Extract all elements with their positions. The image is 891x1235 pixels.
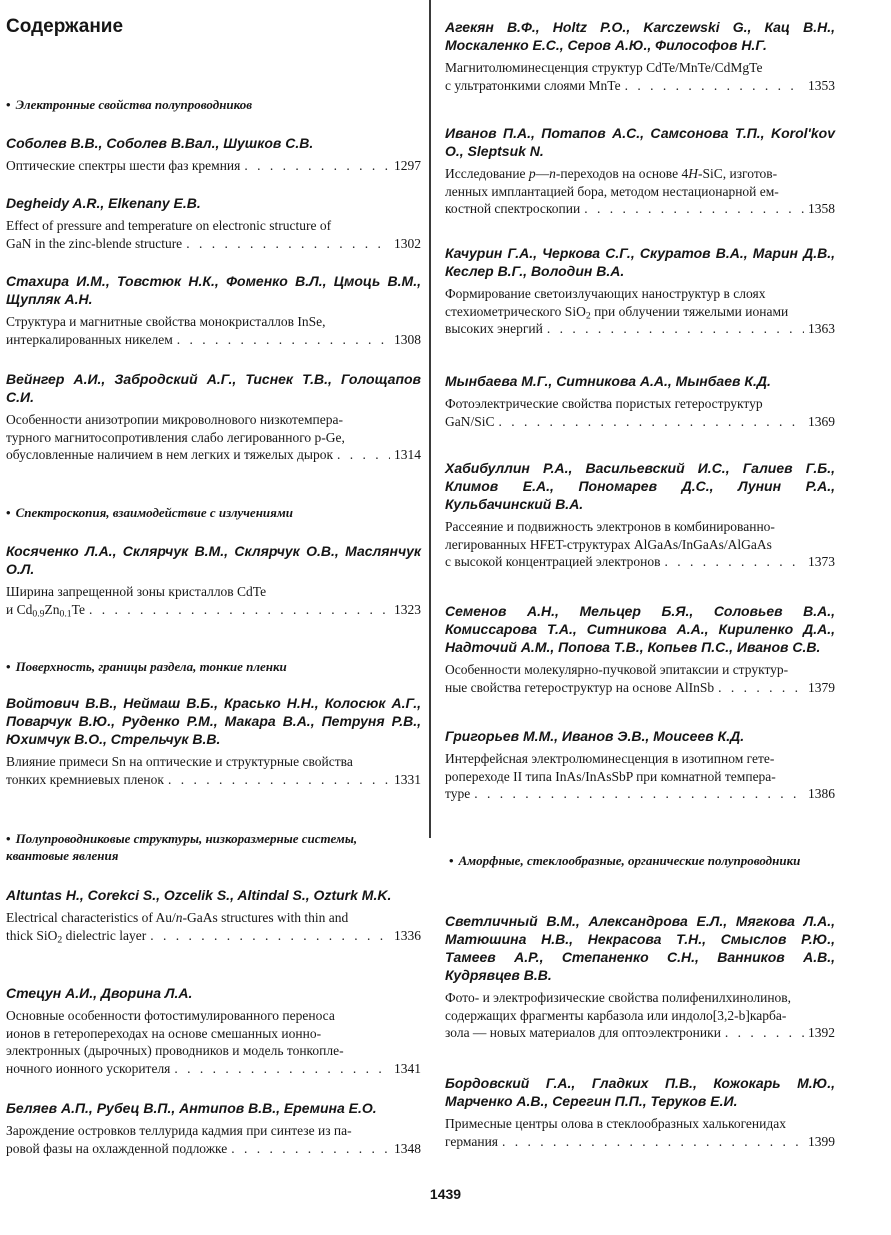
entry-authors: Светличный В.М., Александрова Е.Л., Мягкова Л.А., Матюшина Н.В., Некрасова Т.Н., Смыслов Р.Ю., Тамеев А.Р., Степаненко С.Н., Ванников А.В., Кудрявцев В.В.: [445, 913, 835, 983]
page-number: 1439: [429, 1186, 462, 1202]
entry-title: Интерфейсная электролюминесценция в изотипном гете- ропереходе II типа InAs/InAsSbP при комнатной темпера- туре . . . 1386: [445, 750, 835, 803]
entry-authors: Стецун А.И., Дворина Л.А.: [6, 985, 193, 1001]
toc-entry[interactable]: [445, 372, 835, 430]
entry-title: Зарождение островков теллурида кадмия при синтезе из па- ровой фазы на охлажденной подложке . . . 1348: [6, 1122, 421, 1157]
toc-entry[interactable]: [445, 912, 835, 1042]
entry-page: 1353: [808, 77, 835, 93]
entry-authors: Соболев В.В., Соболев В.Вал., Шушков С.В.: [6, 135, 314, 151]
entry-title: Формирование светоизлучающих наноструктур в слоях стехиометрического SiO$_2$ при облучении тяжелыми ионами высоких энергий . . . 1363: [445, 285, 835, 338]
entry-title: Особенности молекулярно-пучковой эпитаксии и структур- ные свойства гетероструктур на основе AlInSb . . . 1379: [445, 661, 835, 696]
entry-page: 1369: [808, 413, 835, 429]
entry-authors: Войтович В.В., Неймаш В.Б., Красько Н.Н., Колосюк А.Г., Поварчук В.Ю., Руденко Р.М., Макара В.А., Петруня Р.В., Юхимчук В.О., Стрельчук В.В.: [6, 695, 421, 747]
toc-entry[interactable]: [445, 244, 835, 338]
entry-page: 1358: [808, 201, 835, 216]
entry-title: Оптические спектры шести фаз кремния . . . 1297: [6, 157, 421, 175]
entry-page: 1331: [394, 771, 421, 787]
entry-page: 1308: [394, 331, 421, 347]
entry-page: 1379: [808, 679, 835, 695]
entry-page: 1341: [394, 1060, 421, 1076]
entry-authors: Altuntas H., Corekci S., Ozcelik S., Altindal S., Ozturk M.K.: [6, 887, 392, 903]
entry-page: 1348: [394, 1140, 421, 1156]
bullet-icon: •: [6, 831, 11, 846]
toc-entry[interactable]: [6, 984, 421, 1077]
toc-entry[interactable]: [445, 602, 835, 696]
entry-authors: Косяченко Л.А., Склярчук В.М., Склярчук О.В., Маслянчук О.Л.: [6, 543, 421, 577]
entry-page: 1323: [394, 601, 421, 617]
entry-title: Основные особенности фотостимулированного переноса ионов в гетеропереходах на основе смешанных ионно- электронных (дырочных) проводников и модель тонкопле- ночного ионного ускорителя . . . 1341: [6, 1007, 421, 1077]
entry-authors: Агекян В.Ф., Holtz P.O., Karczewski G., Кац В.Н., Москаленко Е.С., Серов А.Ю., Философов Н.Г.: [445, 19, 835, 53]
entry-title: Магнитолюминесценция структур CdTe/MnTe/CdMgTe с ультратонкими слоями MnTe . . . 1353: [445, 59, 835, 94]
entry-title: Фотоэлектрические свойства пористых гетероструктур GaN/SiC . . . 1369: [445, 395, 835, 430]
entry-authors: Вейнгер А.И., Забродский А.Г., Тиснек Т.В., Голощапов С.И.: [6, 371, 421, 405]
entry-page: 1314: [394, 447, 421, 462]
page-title: Содержание: [6, 16, 124, 37]
entry-page: 1302: [394, 235, 421, 251]
toc-entry[interactable]: [6, 1099, 421, 1157]
bullet-icon: •: [449, 853, 454, 868]
entry-title: Рассеяние и подвижность электронов в комбинированно- легированных HFET-структурах AlGaAs/InGaAs/AlGaAs с высокой концентрацией электронов . . . 1373: [445, 518, 835, 571]
entry-title: Effect of pressure and temperature on electronic structure of GaN in the zinc-blende structure . . . 1302: [6, 217, 421, 252]
entry-title: Electrical characteristics of Au/n-GaAs structures with thin and thick SiO$_2$ dielectric layer . . . 1336: [6, 909, 421, 944]
entry-authors: Бордовский Г.А., Гладких П.В., Кожокарь М.Ю., Марченко А.В., Серегин П.П., Теруков Е.И.: [445, 1075, 835, 1109]
entry-page: 1399: [808, 1133, 835, 1149]
entry-authors: Стахира И.М., Товстюк Н.К., Фоменко В.Л., Цмоць В.М., Щупляк А.Н.: [6, 273, 421, 307]
toc-entry[interactable]: [6, 370, 421, 464]
bullet-icon: •: [6, 659, 11, 674]
entry-page: 1363: [808, 321, 835, 336]
entry-page: 1297: [394, 158, 421, 173]
toc-entry[interactable]: [445, 1074, 835, 1150]
toc-entry[interactable]: [6, 542, 421, 618]
entry-page: 1392: [808, 1025, 835, 1040]
column-divider: [429, 0, 431, 838]
entry-title: Исследование p—n-переходов на основе 4H-SiC, изготов- ленных имплантацией бора, методом нестационарной ем- костной спектроскопии . . . 1358: [445, 165, 835, 218]
entry-title: Фото- и электрофизические свойства полифенилхинолинов, содержащих фрагменты карбазола или индоло[3,2-b]карба- зола — новых материалов для оптоэлектроники . . . 1392: [445, 989, 835, 1042]
bullet-icon: •: [6, 505, 11, 520]
toc-entry[interactable]: [445, 18, 835, 94]
entry-title: Особенности анизотропии микроволнового низкотемпера- турного магнитосопротивления слабо легированного p-Ge, обусловленные наличием в нем легких и тяжелых дырок . . . 1314: [6, 411, 421, 464]
entry-authors: Иванов П.А., Потапов А.С., Самсонова Т.П., Korol'kov O., Sleptsuk N.: [445, 125, 835, 159]
entry-authors: Беляев А.П., Рубец В.П., Антипов В.В., Еремина Е.О.: [6, 1100, 377, 1116]
entry-page: 1386: [808, 786, 835, 801]
entry-authors: Degheidy A.R., Elkenany E.B.: [6, 195, 201, 211]
entry-title: Примесные центры олова в стеклообразных халькогенидах германия . . . 1399: [445, 1115, 835, 1150]
entry-authors: Мынбаева М.Г., Ситникова А.А., Мынбаев К.Д.: [445, 373, 771, 389]
bullet-icon: •: [6, 97, 11, 112]
toc-entry[interactable]: [6, 194, 421, 252]
entry-page: 1373: [808, 554, 835, 569]
toc-entry[interactable]: [445, 124, 835, 218]
section-heading-surface: • Поверхность, границы раздела, тонкие пленки: [6, 659, 287, 674]
section-heading-spectroscopy: • Спектроскопия, взаимодействие с излучениями: [6, 505, 293, 520]
toc-entry[interactable]: [445, 459, 835, 571]
entry-title: Ширина запрещенной зоны кристаллов CdTe и $Cd_{0.9}Zn_{0.1}Te$ . . . 1323: [6, 583, 421, 618]
toc-entry[interactable]: [445, 727, 835, 803]
section-heading-structures: • Полупроводниковые структуры, низкоразмерные системы, квантовые явления: [6, 831, 358, 863]
section-heading-electronic: • Электронные свойства полупроводников: [6, 97, 253, 112]
entry-title: Влияние примеси Sn на оптические и структурные свойства тонких кремниевых пленок . . . 1331: [6, 753, 421, 788]
section-heading-amorphous: • Аморфные, стеклообразные, органические полупроводники: [449, 853, 801, 868]
entry-authors: Качурин Г.А., Черкова С.Г., Скуратов В.А., Марин Д.В., Кеслер В.Г., Володин В.А.: [445, 245, 835, 279]
toc-entry[interactable]: [6, 694, 421, 788]
entry-authors: Хабибуллин Р.А., Васильевский И.С., Галиев Г.Б., Климов Е.А., Пономарев Д.С., Лунин Р.А., Кульбачинский В.А.: [445, 460, 835, 512]
toc-entry[interactable]: [6, 886, 421, 944]
toc-entry[interactable]: [6, 272, 421, 348]
entry-authors: Григорьев М.М., Иванов Э.В., Моисеев К.Д.: [445, 728, 745, 744]
entry-title: Структура и магнитные свойства монокристаллов InSe, интеркалированных никелем . . . 1308: [6, 313, 421, 348]
entry-authors: Семенов А.Н., Мельцер Б.Я., Соловьев В.А., Комиссарова Т.А., Ситникова А.А., Кириленко Д.А., Надточий А.М., Попова Т.В., Копьев П.С., Иванов С.В.: [445, 603, 835, 655]
entry-page: 1336: [394, 927, 421, 943]
toc-entry[interactable]: [6, 134, 421, 175]
